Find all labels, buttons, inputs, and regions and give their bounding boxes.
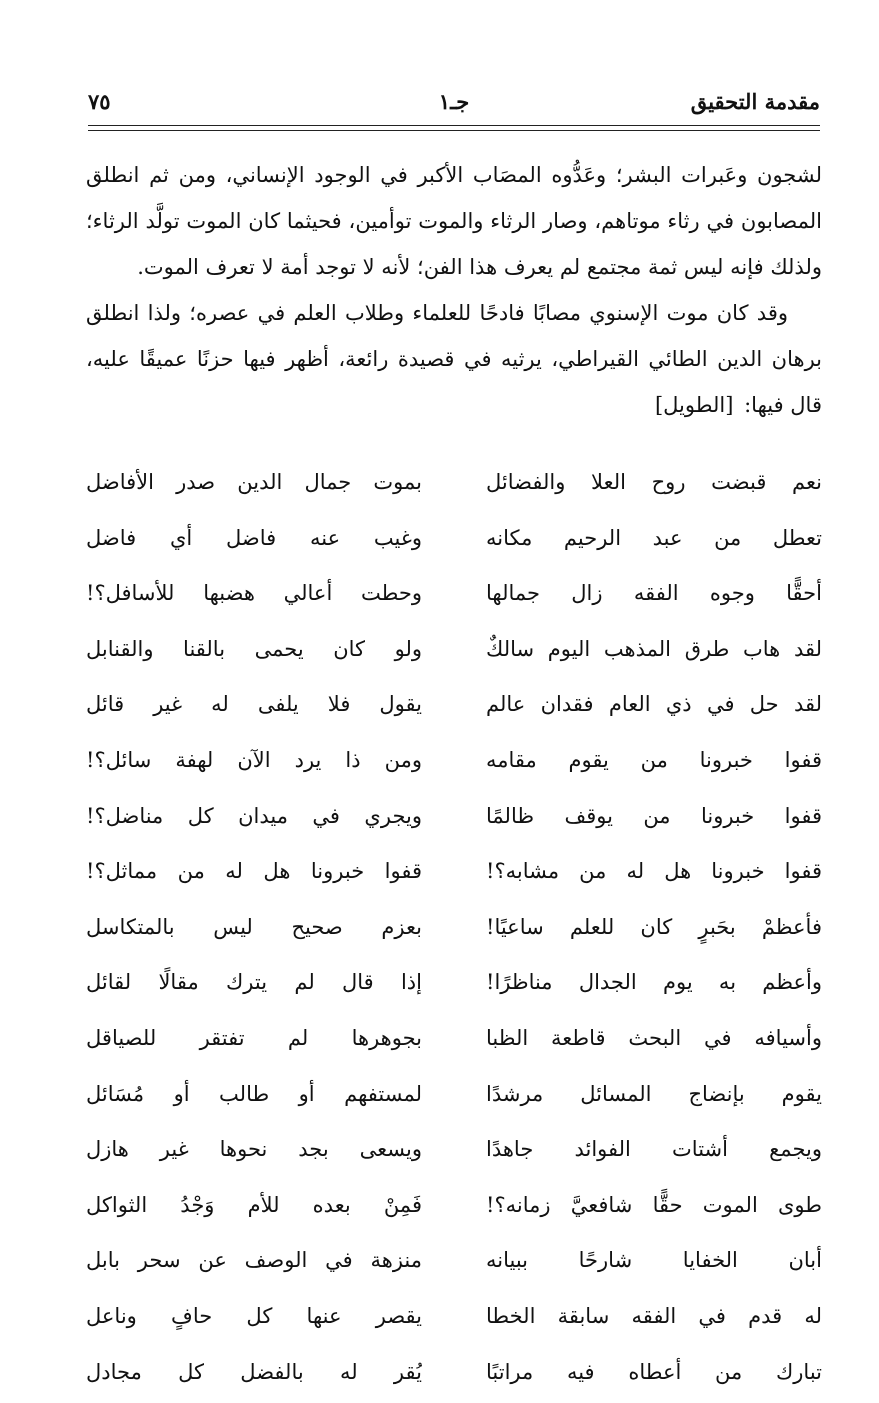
header-rule-bottom	[88, 130, 820, 131]
verse-first-hemistich: نعم قبضت روح العلا والفضائل	[486, 462, 822, 502]
verse	[86, 1070, 822, 1126]
verse	[86, 1292, 822, 1348]
verse-first-hemistich: وأسيافه في البحث قاطعة الظبا	[486, 1018, 822, 1058]
verse-first-hemistich: وأعظم به يوم الجدال مناظرًا!	[486, 962, 822, 1002]
verse-second-hemistich: يقول فلا يلفى له غير قائل	[86, 684, 422, 724]
verse	[86, 1181, 822, 1237]
verse-second-hemistich: ولو كان يحمى بالقنا والقنابل	[86, 629, 422, 669]
verse	[86, 903, 822, 959]
verse-second-hemistich: وحطت أعالي هضبها للأسافل؟!	[86, 573, 422, 613]
verse-second-hemistich: لمستفهم أو طالب أو مُسَائل	[86, 1074, 422, 1114]
verse	[86, 569, 822, 625]
verse	[86, 1348, 822, 1403]
verse-second-hemistich: إذا قال لم يترك مقالًا لقائل	[86, 962, 422, 1002]
verse	[86, 1125, 822, 1181]
verse-first-hemistich: طوى الموت حقًّا شافعيَّ زمانه؟!	[486, 1185, 822, 1225]
verse-second-hemistich: بموت جمال الدين صدر الأفاضل	[86, 462, 422, 502]
verse-second-hemistich: ومن ذا يرد الآن لهفة سائل؟!	[86, 740, 422, 780]
paragraph-2	[86, 290, 822, 428]
verse-first-hemistich: تبارك من أعطاه فيه مراتبًا	[486, 1352, 822, 1392]
verse-second-hemistich: وغيب عنه فاضل أي فاضل	[86, 518, 422, 558]
running-title: مقدمة التحقيق	[691, 86, 820, 118]
verse	[86, 1236, 822, 1292]
verse-first-hemistich: يقوم بإنضاج المسائل مرشدًا	[486, 1074, 822, 1114]
page-number: ٧٥	[88, 86, 111, 118]
verse	[86, 958, 822, 1014]
volume-label: جـ١	[439, 86, 469, 118]
verse	[86, 1014, 822, 1070]
verse-second-hemistich: بجوهرها لم تفتقر للصياقل	[86, 1018, 422, 1058]
verse-second-hemistich: يُقر له بالفضل كل مجادل	[86, 1352, 422, 1392]
verse-first-hemistich: تعطل من عبد الرحيم مكانه	[486, 518, 822, 558]
verse	[86, 458, 822, 514]
page-header	[88, 86, 820, 122]
verse-first-hemistich: فأعظمْ بحَبرٍ كان للعلم ساعيًا!	[486, 907, 822, 947]
verse-first-hemistich: قفوا خبرونا من يقوم مقامه	[486, 740, 822, 780]
paragraph-1: لشجون وعَبرات البشر؛ وعَدُّوه المصَاب الأكبر في الوجود الإنساني، ومن ثم انطلق المصابون في رثاء موتاهم، وصار الرثاء والموت توأمين، فحيثما كان الموت تولَّد الرثاء؛ ولذلك فإنه ليس ثمة مجتمع لم يعرف هذا الفن؛ لأنه لا توجد أمة لا تعرف الموت.	[86, 152, 822, 290]
poem	[86, 458, 822, 1403]
verse	[86, 680, 822, 736]
verse-second-hemistich: يقصر عنها كل حافٍ وناعل	[86, 1296, 422, 1336]
verse-first-hemistich: له قدم في الفقه سابقة الخطا	[486, 1296, 822, 1336]
verse	[86, 847, 822, 903]
verse-second-hemistich: ويسعى بجد نحوها غير هازل	[86, 1129, 422, 1169]
verse-second-hemistich: فَمِنْ بعده للأم وَجْدُ الثواكل	[86, 1185, 422, 1225]
prose-body	[86, 152, 822, 428]
paragraph-2-text: وقد كان موت الإسنوي مصابًا فادحًا للعلماء وطلاب العلم في عصره؛ ولذا انطلق برهان الدين الطائي القيراطي، يرثيه في قصيدة رائعة، أظهر فيها حزنًا عميقًا عليه، قال فيها:	[86, 301, 822, 417]
verse-second-hemistich: منزهة في الوصف عن سحر بابل	[86, 1240, 422, 1280]
verse-first-hemistich: قفوا خبرونا من يوقف ظالمًا	[486, 796, 822, 836]
verse	[86, 514, 822, 570]
verse	[86, 792, 822, 848]
verse	[86, 736, 822, 792]
verse-second-hemistich: قفوا خبرونا هل له من مماثل؟!	[86, 851, 422, 891]
meter-label: [الطويل]	[655, 393, 733, 417]
verse-first-hemistich: لقد حل في ذي العام فقدان عالم	[486, 684, 822, 724]
verse-first-hemistich: أبان الخفايا شارحًا ببيانه	[486, 1240, 822, 1280]
verse-first-hemistich: قفوا خبرونا هل له من مشابه؟!	[486, 851, 822, 891]
verse	[86, 625, 822, 681]
header-rule-top	[88, 125, 820, 126]
verse-first-hemistich: لقد هاب طرق المذهب اليوم سالكٌ	[486, 629, 822, 669]
verse-second-hemistich: بعزم صحيح ليس بالمتكاسل	[86, 907, 422, 947]
verse-first-hemistich: أحقًّا وجوه الفقه زال جمالها	[486, 573, 822, 613]
verse-second-hemistich: ويجري في ميدان كل مناضل؟!	[86, 796, 422, 836]
verse-first-hemistich: ويجمع أشتات الفوائد جاهدًا	[486, 1129, 822, 1169]
